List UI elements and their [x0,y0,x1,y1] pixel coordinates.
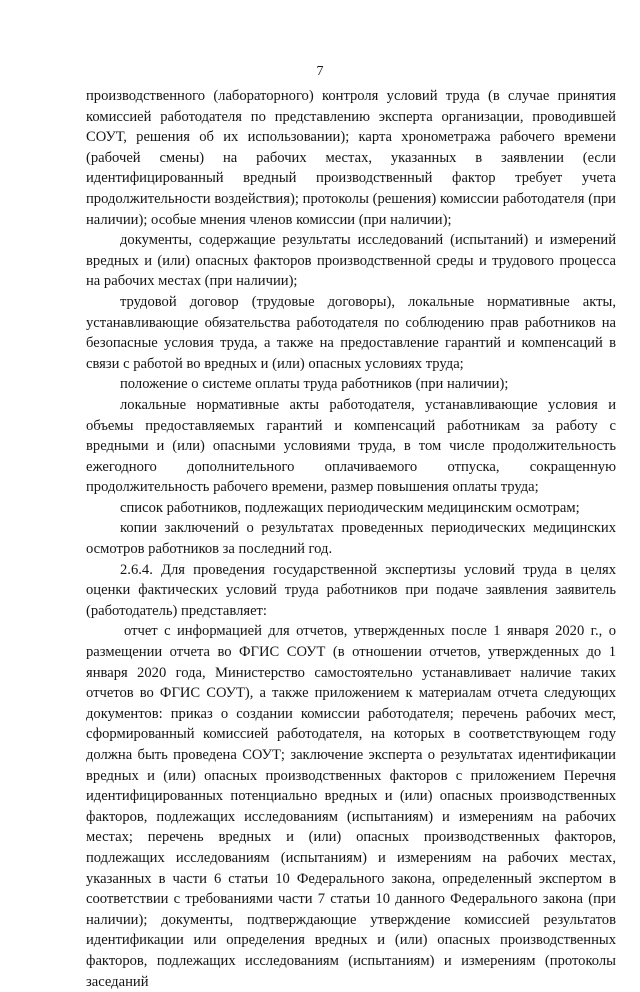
paragraph-medical-copies: копии заключений о результатах проведенных периодических медицинских осмотров работников за последний год. [86,520,616,558]
paragraph-labor-contract: трудовой договор (трудовые договоры), локальные нормативные акты, устанавливающие обязательства работодателя по соблюдению прав работников на безопасные условия труда, а также на предоставление гарантий и компенсаций в связи с работой во вредных и (или) опасных условиях труда; [86,293,616,372]
paragraph-payment-system: положение о системе оплаты труда работников (при наличии); [120,376,509,393]
paragraph-local-acts: локальные нормативные акты работодателя, устанавливающие условия и объемы предоставляемых гарантий и компенсаций работникам за работу с вредными и (или) опасными условиями труда, в том числе продолжительность ежегодного дополнительного оплачиваемого отпуска, сокращенную продолжительность рабочего времени, размер повышения оплаты труда; [86,396,616,496]
paragraph-medical-list: список работников, подлежащих периодическим медицинским осмотрам; [120,499,580,516]
document-body [86,86,616,992]
paragraph-section-2-6-4: 2.6.4. Для проведения государственной экспертизы условий труда в целях оценки фактических условий труда работников при подаче заявления заявитель (работодатель) представляет: [86,561,616,619]
paragraph-report-info: отчет с информацией для отчетов, утвержденных после 1 января 2020 г., о размещении отчета во ФГИС СОУТ (в отношении отчетов, утвержденных до 1 января 2020 года, Министерство самостоятельно устанавливает наличие таких отчетов во ФГИС СОУТ), а также приложением к материалам отчета следующих документов: приказ о создании комиссии работодателя; перечень рабочих мест, сформированный комиссией работодателя, на которых в соответствующем году должна быть проведена СОУТ; заключение эксперта о результатах идентификации вредных и (или) опасных производственных факторов с приложением Перечня идентифицированных потенциально вредных и (или) опасных производственных факторов, подлежащих исследованиям (испытаниям) и измерениям на рабочих местах; перечень вредных и (или) опасных производственных факторов, подлежащих исследованиям (испытаниям) и измерениям на рабочих местах, указанных в части 6 статьи 10 Федерального закона, определенный экспертом в соответствии с требованиями части 7 статьи 10 данного Федерального закона (при наличии); документы, подтверждающие утверждение комиссией результатов идентификации или определения вредных и (или) опасных производственных факторов, подлежащих исследованиям (испытаниям) и измерениям (протоколы заседаний [86,623,616,990]
paragraph-continuation: производственного (лабораторного) контроля условий труда (в случае принятия комиссией работодателя по представлению эксперта организации, проводившей СОУТ, решения об их использовании); карта хронометража рабочего времени (рабочей смены) на рабочих местах, указанных в заявлении (если идентифицированный вредный производственный фактор требует учета продолжительности воздействия); протоколы (решения) комиссии работодателя (при наличии); особые мнения членов комиссии (при наличии); [86,88,616,228]
paragraph-research-documents: документы, содержащие результаты исследований (испытаний) и измерений вредных и (или) опасных факторов производственной среды и трудового процесса на рабочих местах (при наличии); [86,232,616,290]
page-number: 7 [316,64,324,79]
